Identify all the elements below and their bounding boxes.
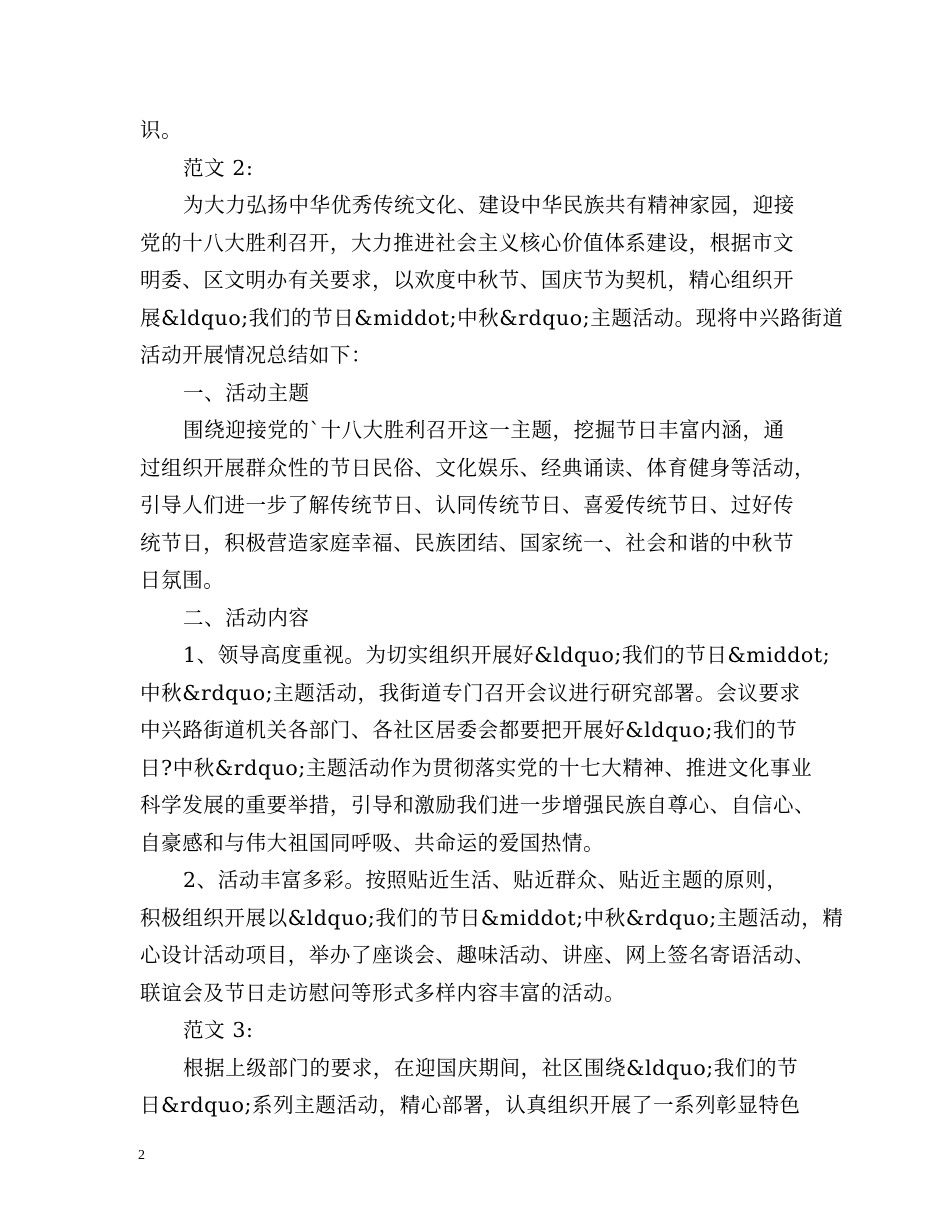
text-line: 积极组织开展以&ldquo;我们的节日&middot;中秋&rdquo;主题活动，精 bbox=[140, 905, 844, 930]
text-line: 展&ldquo;我们的节日&middot;中秋&rdquo;主题活动。现将中兴路街道 bbox=[140, 305, 844, 330]
text-line: 统节日，积极营造家庭幸福、民族团结、国家统一、社会和谐的中秋节 bbox=[140, 530, 795, 555]
text-line: 范文 2: bbox=[183, 155, 254, 180]
text-line: 日?中秋&rdquo;主题活动作为贯彻落实党的十七大精神、推进文化事业 bbox=[140, 755, 813, 780]
text-line: 自豪感和与伟大祖国同呼吸、共命运的爱国热情。 bbox=[140, 830, 605, 855]
text-line: 2、活动丰富多彩。按照贴近生活、贴近群众、贴近主题的原则， bbox=[183, 868, 788, 892]
document-body bbox=[140, 112, 844, 1125]
text-line: 围绕迎接党的`十八大胜利召开这一主题，挖掘节日丰富内涵，通 bbox=[183, 418, 785, 442]
text-line: 为大力弘扬中华优秀传统文化、建设中华民族共有精神家园，迎接 bbox=[183, 193, 795, 217]
text-line: 范文 3: bbox=[183, 1018, 254, 1042]
text-line: 过组织开展群众性的节日民俗、文化娱乐、经典诵读、体育健身等活动， bbox=[140, 455, 816, 480]
text-line: 联谊会及节日走访慰问等形式多样内容丰富的活动。 bbox=[140, 980, 626, 1005]
text-line: 中兴路街道机关各部门、各社区居委会都要把开展好&ldquo;我们的节 bbox=[140, 718, 798, 742]
page-number: 2 bbox=[138, 1148, 145, 1163]
text-line: 识。 bbox=[140, 118, 183, 142]
text-line: 引导人们进一步了解传统节日、认同传统节日、喜爱传统节日、过好传 bbox=[140, 493, 795, 517]
text-line: 一、活动主题 bbox=[183, 380, 310, 405]
text-line: 日&rdquo;系列主题活动，精心部署，认真组织开展了一系列彰显特色 bbox=[140, 1093, 801, 1117]
text-line: 明委、区文明办有关要求，以欢度中秋节、国庆节为契机，精心组织开 bbox=[140, 268, 795, 292]
text-line: 党的十八大胜利召开，大力推进社会主义核心价值体系建设，根据市文 bbox=[140, 230, 795, 255]
text-line: 心设计活动项目，举办了座谈会、趣味活动、讲座、网上签名寄语活动、 bbox=[140, 943, 816, 967]
text-line: 活动开展情况总结如下： bbox=[140, 343, 373, 367]
text-line: 根据上级部门的要求，在迎国庆期间，社区围绕&ldquo;我们的节 bbox=[183, 1055, 799, 1080]
text-line: 1、领导高度重视。为切实组织开展好&ldquo;我们的节日&middot; bbox=[183, 643, 831, 667]
text-line: 中秋&rdquo;主题活动，我街道专门召开会议进行研究部署。会议要求 bbox=[140, 680, 801, 705]
text-line: 科学发展的重要举措，引导和激励我们进一步增强民族自尊心、自信心、 bbox=[140, 793, 816, 817]
text-line: 二、活动内容 bbox=[183, 605, 310, 630]
text-line: 日氛围。 bbox=[140, 568, 225, 592]
